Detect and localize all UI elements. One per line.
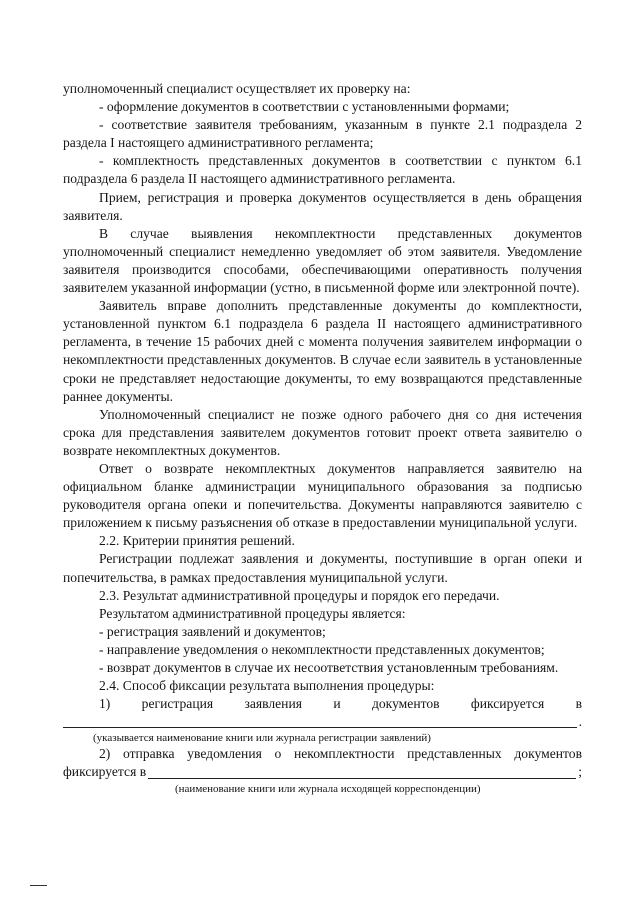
paragraph: В случае выявления некомплектности представленных документов уполномоченный специалист немедленно уведомляет об этом заявителя. Уведомление заявителя производится способами, обеспечивающими оперативность получения заявителем указанной информации (устно, в письменной форме или электронной почте). xyxy=(63,225,582,296)
paragraph: Ответ о возврате некомплектных документов направляется заявителю на официальном бланке администрации муниципального образования за подписью руководителя органа опеки и попечительства. Документы направляются заявителю с приложением к письму разъяснения об отказе в предоставлении муниципальной услуги. xyxy=(63,460,582,531)
section-heading: 2.2. Критерии принятия решений. xyxy=(99,533,295,549)
fill-in-label: фиксируется в xyxy=(63,764,147,780)
paragraph: Результатом административной процедуры является: xyxy=(99,605,406,621)
fill-in-row: фиксируется в ; xyxy=(63,763,582,781)
list-item: - возврат документов в случае их несоответствия установленным требованиям. xyxy=(99,660,559,675)
list-item: - направление уведомления о некомплектности представленных документов; xyxy=(99,641,545,657)
paragraph: Заявитель вправе дополнить представленные документы до комплектности, установленной пунктом 6.1 подраздела 6 раздела II настоящего административного регламента, в течение 15 рабочих дней с момента получения заявителем информации о некомплектности представленных документов. В случае если заявитель в установленные сроки не представляет недостающие документы, то ему возвращаются представленные раннее документы. xyxy=(63,298,582,404)
document-body xyxy=(63,80,582,796)
list-item: - регистрация заявлений и документов; xyxy=(99,623,326,639)
paragraph: Уполномоченный специалист не позже одного рабочего дня со дня истечения срока для представления заявителем документов готовит проект ответа заявителю о возврате некомплектных документов. xyxy=(63,406,582,458)
list-item: - оформление документов в соответствии с установленными формами; xyxy=(99,99,510,115)
list-item: 2) отправка уведомления о некомплектности представленных документов xyxy=(99,746,582,762)
fill-in-line xyxy=(148,764,576,779)
footnote-separator xyxy=(30,885,47,886)
paragraph: Прием, регистрация и проверка документов осуществляется в день обращения заявителя. xyxy=(63,189,582,223)
list-item: 1) регистрация заявления и документов фиксируется в xyxy=(99,696,582,712)
field-caption: (наименование книги или журнала исходящей корреспонденции) xyxy=(175,782,481,795)
list-item: - комплектность представленных документов в соответствии с пунктом 6.1 подраздела 6 раздела II настоящего административного регламента. xyxy=(63,153,582,187)
field-caption: (указывается наименование книги или журнала регистрации заявлений) xyxy=(93,732,431,745)
section-heading: 2.3. Результат административной процедуры и порядок его передачи. xyxy=(99,587,500,603)
fill-in-line xyxy=(63,713,577,728)
list-item: - соответствие заявителя требованиям, указанным в пункте 2.1 подраздела 2 раздела I настоящего административного регламента; xyxy=(63,117,582,151)
section-heading: 2.4. Способ фиксации результата выполнения процедуры: xyxy=(99,678,435,694)
fill-in-row: . xyxy=(63,713,582,731)
paragraph: Регистрации подлежат заявления и документы, поступившие в орган опеки и попечительства, в рамках предоставления муниципальной услуги. xyxy=(63,551,582,585)
paragraph: уполномоченный специалист осуществляет их проверку на: xyxy=(63,81,411,96)
